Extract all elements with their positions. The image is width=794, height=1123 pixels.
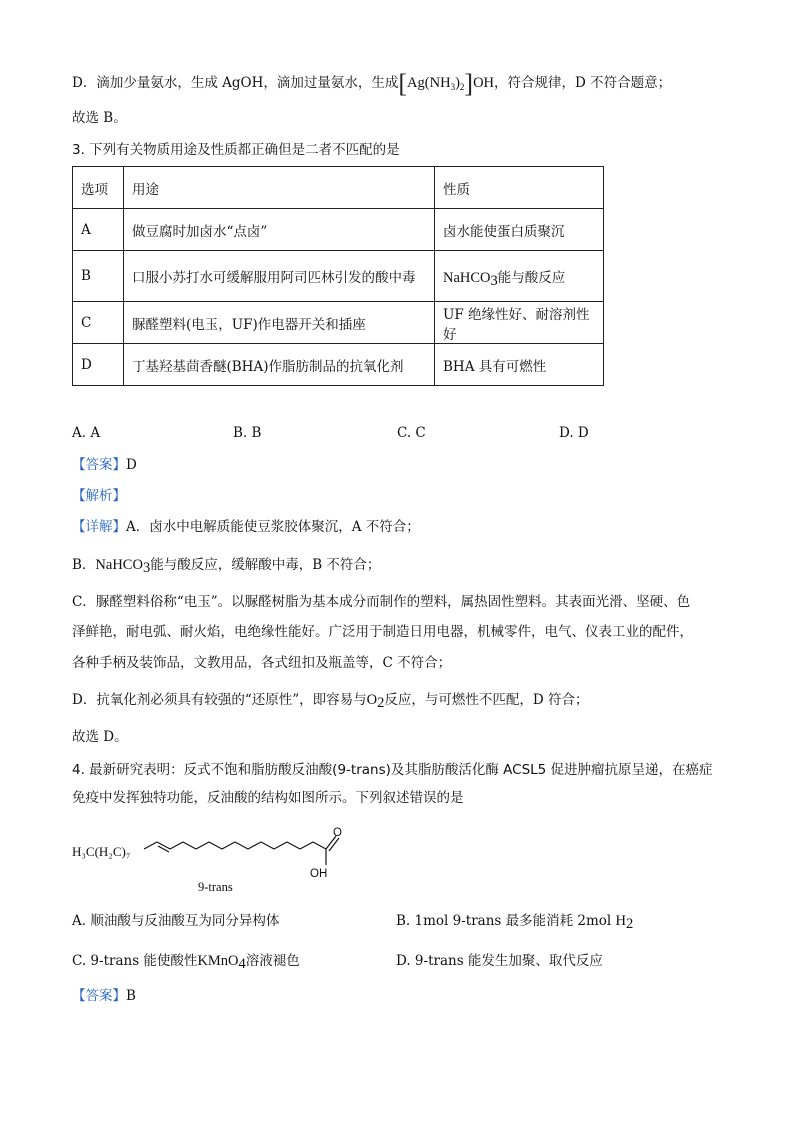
table-row — [73, 209, 604, 251]
q4-question-line1: 4. 最新研究表明：反式不饱和脂肪酸反油酸(9-trans)及其脂肪酸活化酶 ACSL5 促进肿瘤抗原呈递，在癌症 — [72, 762, 713, 778]
table-cell-use: 口服小苏打水可缓解服用阿司匹林引发的酸中毒 — [124, 251, 435, 302]
elaidic-acid-structure — [70, 825, 370, 897]
table-header: 选项 — [73, 167, 124, 209]
table-row — [73, 302, 604, 344]
q4-options-row1 — [72, 909, 722, 931]
table-cell-option: D — [73, 344, 124, 386]
table-cell-use: 丁基羟基茴香醚(BHA)作脂肪制品的抗氧化剂 — [124, 344, 435, 386]
table-cell-use: 做豆腐时加卤水“点卤” — [124, 209, 435, 251]
q3-table — [72, 166, 604, 386]
table-cell-option: B — [73, 251, 124, 302]
structure-caption: 9-trans — [198, 880, 233, 894]
table-header: 性质 — [435, 167, 604, 209]
q3-detail-d: D．抗氧化剂必须具有较强的“还原性”，即容易与$O_2$反应，与可燃性不匹配，D 符合； — [72, 692, 589, 711]
q3-option-c: C. C — [397, 425, 426, 441]
q4-answer: 【答案】B — [72, 988, 136, 1004]
silver-ammonia-complex: $[Ag(NH_3)_2]OH$ — [398, 69, 495, 98]
structure-oh-label: OH — [310, 868, 328, 880]
q3-question: 3. 下列有关物质用途及性质都正确但是二者不匹配的是 — [72, 142, 400, 158]
q4-options-row2 — [72, 949, 722, 971]
table-row — [73, 344, 604, 386]
q3-detail-c-line1: C．脲醛塑料俗称“电玉”。以脲醛树脂为基本成分而制作的塑料，属热固性塑料。其表面光滑、坚硬、色 — [72, 594, 691, 610]
q2-conclusion: 故选 B。 — [72, 110, 127, 126]
q4-option-b: B. 1mol 9-trans 最多能消耗 2mol $H_2$ — [396, 913, 634, 932]
q3-conclusion: 故选 D。 — [72, 729, 128, 745]
q2-option-d-analysis: D．滴加少量氨水，生成 AgOH，滴加过量氨水，生成$[Ag(NH_3)_2]OH$，符合规律，D 不符合题意； — [72, 69, 672, 98]
table-row — [73, 251, 604, 302]
table-cell-property: UF 绝缘性好、耐溶剂性好 — [435, 302, 604, 344]
table-header: 用途 — [124, 167, 435, 209]
answer-tag: 【答案】 — [72, 457, 126, 473]
q4-option-d: D. 9-trans 能发生加聚、取代反应 — [396, 953, 603, 969]
q3-option-d: D. D — [559, 425, 589, 441]
q4-question-line2: 免疫中发挥独特功能，反油酸的结构如图所示。下列叙述错误的是 — [72, 790, 464, 806]
q4-option-a: A. 顺油酸与反油酸互为同分异构体 — [72, 913, 280, 929]
carbonyl-bond-second — [329, 838, 339, 851]
q3-options — [72, 425, 672, 445]
table-header-row — [73, 167, 604, 209]
q3-analysis-tag: 【解析】 — [72, 488, 126, 504]
q3-detail-b: B．NaHCO$_3$能与酸反应，缓解酸中毒，B 不符合； — [72, 557, 381, 576]
table-cell-property: BHA 具有可燃性 — [435, 344, 604, 386]
answer-tag: 【答案】 — [72, 988, 126, 1004]
table-cell-property: 卤水能使蛋白质聚沉 — [435, 209, 604, 251]
q3-answer: 【答案】D — [72, 457, 137, 473]
carbon-chain — [144, 842, 326, 849]
q3-detail-c-line3: 各种手柄及装饰品，文教用品，各式纽扣及瓶盖等，C 不符合； — [72, 655, 452, 671]
structure-o-label: O — [333, 827, 342, 839]
table-cell-option: A — [73, 209, 124, 251]
q3-detail-a: 【详解】A．卤水中电解质能使豆浆胶体聚沉，A 不符合； — [72, 519, 420, 535]
table-cell-property: NaHCO$_3$能与酸反应 — [435, 251, 604, 302]
q3-option-a: A. A — [72, 425, 101, 441]
structure-left-group: H₃C(H₂C)₇ — [72, 844, 131, 859]
q4-option-c: C. 9-trans 能使酸性KMnO$_4$溶液褪色 — [72, 953, 300, 972]
table-cell-use: 脲醛塑料(电玉，UF)作电器开关和插座 — [124, 302, 435, 344]
table-cell-option: C — [73, 302, 124, 344]
q3-detail-c-line2: 泽鲜艳，耐电弧、耐火焰，电绝缘性能好。广泛用于制造日用电器，机械零件，电气、仪表工业的配件， — [72, 624, 693, 640]
q3-option-b: B. B — [233, 425, 262, 441]
